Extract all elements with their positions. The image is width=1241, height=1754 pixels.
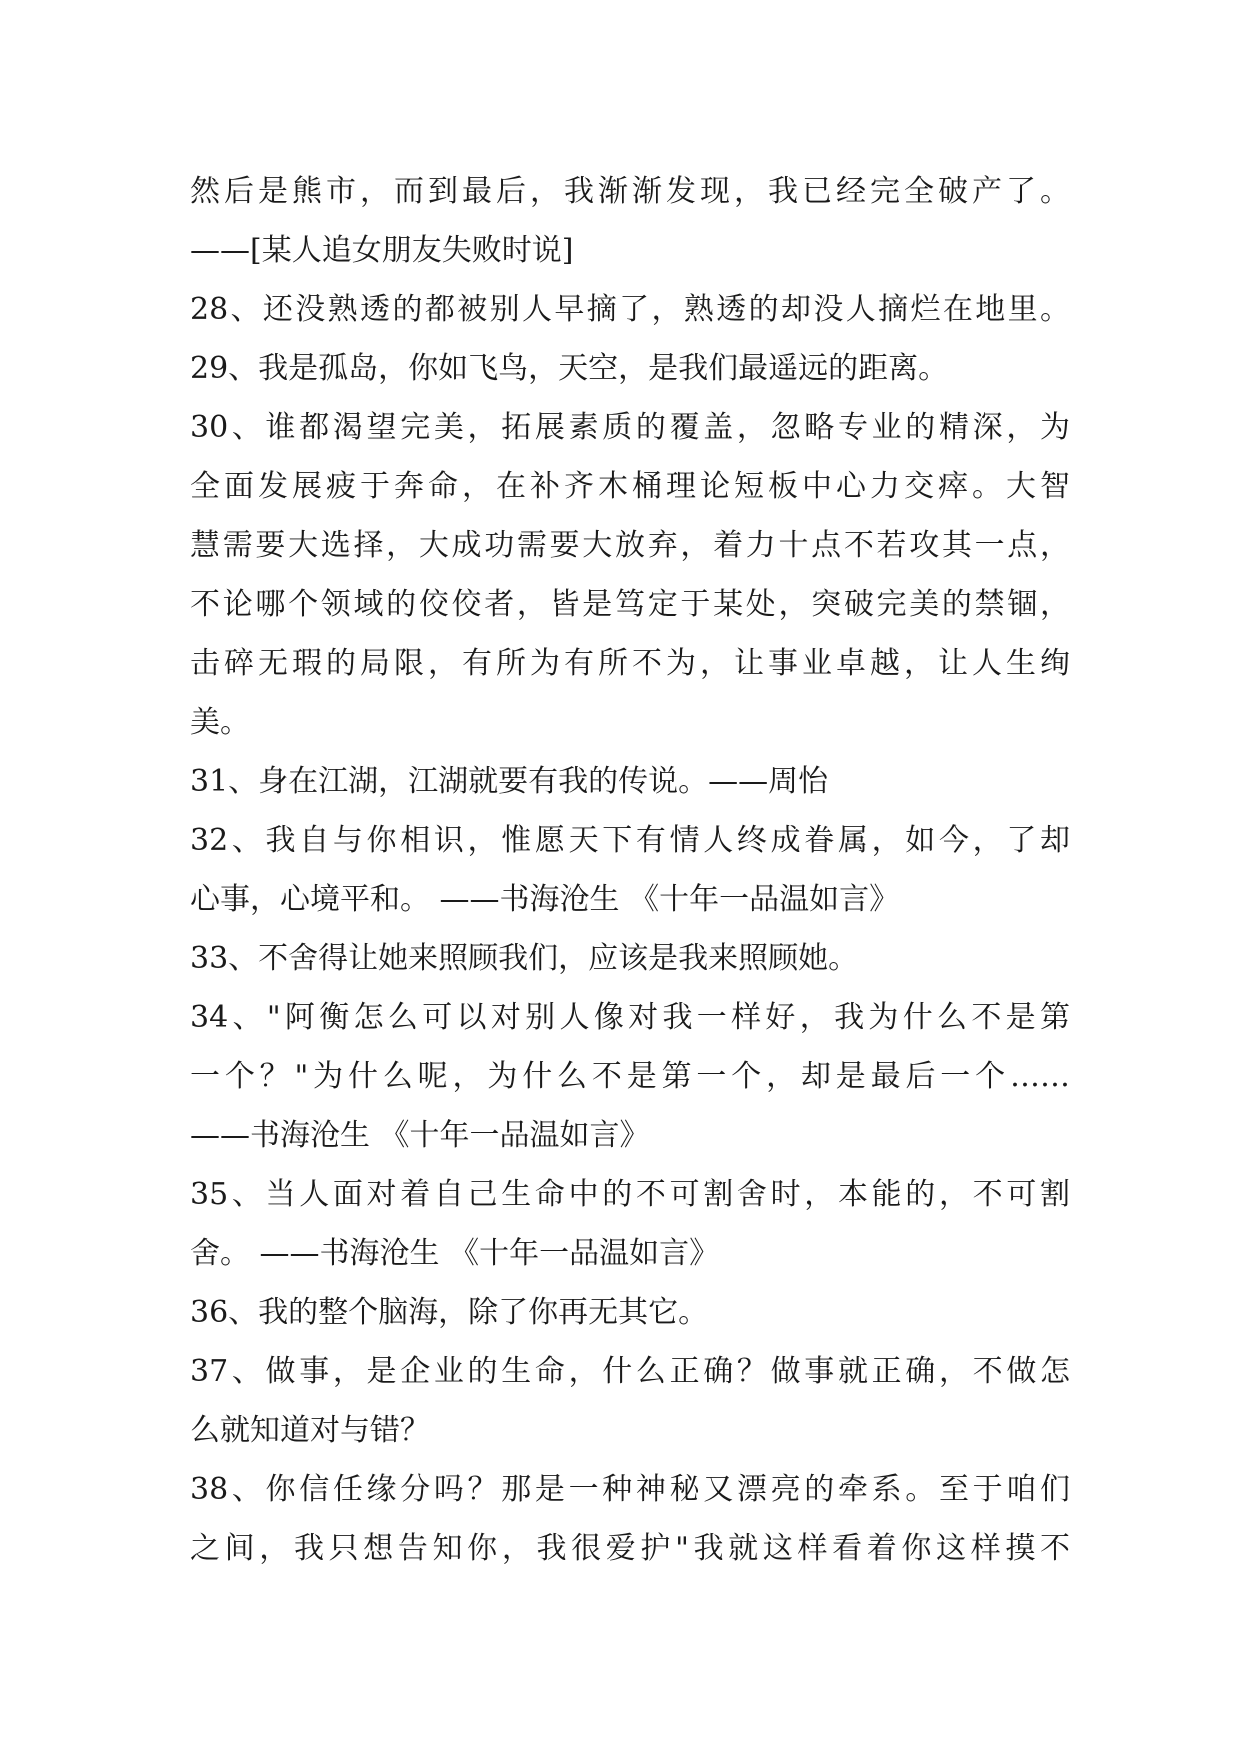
text-line: 36、我的整个脑海，除了你再无其它。 (190, 1295, 709, 1330)
text-line: 33、不舍得让她来照顾我们，应该是我来照顾她。 (190, 941, 859, 976)
text-line: ——书海沧生 《十年一品温如言》 (190, 1118, 650, 1153)
text-line: 舍。 ——书海沧生 《十年一品温如言》 (190, 1236, 720, 1271)
text-line: 32、我自与你相识，惟愿天下有情人终成眷属，如今，了却 (190, 823, 1070, 858)
text-line: 38、你信任缘分吗？那是一种神秘又漂亮的牵系。至于咱们 (190, 1472, 1070, 1507)
text-line: 31、身在江湖，江湖就要有我的传说。——周怡 (190, 764, 829, 799)
text-line: 一个？"为什么呢，为什么不是第一个，却是最后一个…… (190, 1059, 1070, 1094)
text-line: 不论哪个领域的佼佼者，皆是笃定于某处，突破完美的禁锢， (190, 587, 1070, 622)
text-line: 29、我是孤岛，你如飞鸟，天空，是我们最遥远的距离。 (190, 351, 949, 386)
text-line: 28、还没熟透的都被别人早摘了，熟透的却没人摘烂在地里。 (190, 292, 1070, 327)
text-line: 30、谁都渴望完美，拓展素质的覆盖，忽略专业的精深，为 (190, 410, 1070, 445)
text-line: 35、当人面对着自己生命中的不可割舍时，本能的，不可割 (190, 1177, 1070, 1212)
text-line: 然后是熊市，而到最后，我渐渐发现，我已经完全破产了。 (190, 174, 1070, 209)
text-line: 37、做事，是企业的生命，什么正确？做事就正确，不做怎 (190, 1354, 1070, 1389)
text-line: 慧需要大选择，大成功需要大放弃，着力十点不若攻其一点， (190, 528, 1070, 563)
text-line: ——[某人追女朋友失败时说] (190, 233, 574, 268)
text-line: 心事，心境平和。 ——书海沧生 《十年一品温如言》 (190, 882, 900, 917)
body-text (190, 162, 1070, 1578)
text-line: 美。 (190, 705, 250, 740)
text-line: 击碎无瑕的局限，有所为有所不为，让事业卓越，让人生绚 (190, 646, 1070, 681)
text-line: 全面发展疲于奔命，在补齐木桶理论短板中心力交瘁。大智 (190, 469, 1070, 504)
text-line: 之间，我只想告知你，我很爱护"我就这样看着你这样摸不 (190, 1531, 1070, 1566)
text-line: 34、"阿衡怎么可以对别人像对我一样好，我为什么不是第 (190, 1000, 1070, 1035)
text-line: 么就知道对与错？ (190, 1413, 430, 1448)
